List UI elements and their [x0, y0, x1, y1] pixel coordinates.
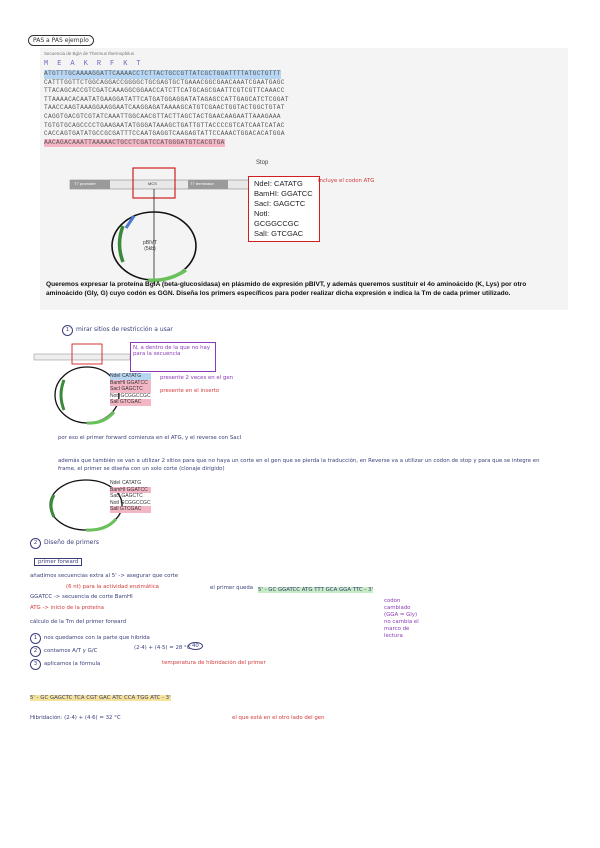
t7-promoter-label: T7 promoter [74, 181, 96, 186]
enzyme-handwritten-note: incluye el codon ATG [318, 178, 375, 184]
primer-forward-text: 5' - GC GGATCC ATG TTT GCA GGA TTC - 3' [258, 587, 373, 593]
panel-header: Secuencia de BglA de Thermus thermophilus [44, 51, 134, 56]
vector-diagram [68, 166, 258, 294]
enzyme-note: SacI GAGCTC [110, 386, 151, 393]
stop-label: Stop [256, 160, 269, 166]
tm-note: temperatura de hibridación del primer [162, 660, 266, 666]
seq-line-7: TGTGTGCAGCCCCTGAAGAATATGGGATAAAGCTGATTGTTACCCCGTCATCAATCATAC [44, 121, 285, 129]
fwd-line-2: (6 nt) para la actividad enzimática [66, 584, 159, 590]
resistance-gene-arc [120, 226, 124, 262]
aa-3: A [70, 60, 84, 68]
restriction-enzyme-box [248, 176, 320, 242]
primer-reverse-text: 5' - GC GAGCTC TCA CGT GAC ATC CCA TGG ATC - 3' [30, 695, 171, 701]
enzyme-name: SacI: [254, 199, 272, 208]
exercise-question: Queremos expresar la proteína BglA (beta-glucosidasa) en plásmido de expresión pBIVT, y además queremos sustituir el 4o aminoácido (K, Lys) por otro aminoácido (Gly, G) cuyo codón es GGN. Diseña los primers específicos para poder realizar dicha expresión e indica la Tm de cada primer utilizado. [46, 281, 527, 297]
enzyme-row [254, 179, 314, 189]
enzyme-note: BamHI GGATCC [110, 487, 151, 494]
tm-formula: (2·4) + (4·5) = 28 °C [134, 645, 191, 651]
enzyme-note: SalI GTCGAC [110, 399, 151, 406]
enzyme-name: NdeI: [254, 179, 272, 188]
enzyme-note: NdeI CATATG [110, 373, 151, 380]
section-1-title-text: mirar sitios de restricción a usar [76, 326, 173, 333]
aa-6: F [110, 60, 124, 68]
page-title: PAS a PAS ejemplo [28, 35, 94, 46]
section1-line-2: además que también se van a utilizar 2 sitios para que no haya un corte en el gen que se pierda la traducción, en Reverse va a utilizar un codon de stop y para que se integre en frame, el primer se diseña con un solo corte (clonaje dirigido) [58, 458, 540, 472]
fwd-line-3: GGATCC -> secuencia de corte BamHI [30, 594, 133, 600]
enzyme-site: CATATG [274, 179, 303, 188]
enzyme-site: GAGCTC [273, 199, 306, 208]
enzyme-note: SacI GAGCTC [110, 493, 143, 499]
enzyme-note: NotI GCGGCCGC [110, 392, 151, 399]
aa-1: M [44, 60, 58, 68]
section-2-title [30, 538, 99, 549]
fwd-line-4: ATG -> inicio de la proteína [30, 605, 104, 611]
enzyme-name: BamHI: [254, 189, 280, 198]
enzyme-name: NotI: [254, 209, 270, 218]
reverse-note: el que está en el otro lado del gen [232, 715, 325, 721]
exercise-panel [40, 48, 568, 310]
primer-reverse-sequence [30, 695, 171, 701]
enzyme-row [254, 199, 314, 209]
enzyme-row [254, 209, 314, 229]
seq-line-9: AACAGACAAATTAAAAACTGCCTCGATCCATGGGATGTCACGTGA [44, 138, 225, 146]
aa-4: K [83, 60, 97, 68]
tm-step-3: 3 aplicamos la fórmula [30, 659, 100, 670]
enzyme-note: SalI GTCGAC [110, 506, 151, 513]
tm-title: cálculo de la Tm del primer forward [30, 619, 127, 625]
enzyme-note: BamHI GGATCC [110, 380, 151, 387]
seq-line-1: ATGTTTGCAAAAGGATTCAAAACCTCTTACTGCCGTTATCGCTGGATTTTATGCTGTTT [44, 70, 281, 77]
section-1-number: 1 [62, 325, 73, 336]
seq-line-3: TTACAGCACCGTCGATCAAAGGCGGAACCATCTTCATGCAGCGAATTCGTCGTTCAAACC [44, 87, 285, 95]
aa-8: T [136, 60, 150, 68]
enzyme-site: GGATCC [281, 189, 313, 198]
enzyme-site: GTCGAC [271, 229, 304, 238]
seq-line-2: CATTTGGTTCTGGCAGGACCGGGGCTGCGAGTGCTGAAACGGCGAACAAATCGAATGAGC [44, 78, 285, 86]
tm-result: 40 [188, 642, 203, 650]
enzyme-note: NotI GCGGCCGC [110, 499, 151, 506]
primer-label: el primer queda [210, 585, 254, 591]
aa-2: E [57, 60, 71, 68]
side-note-1: presente 2 veces en el gen [160, 375, 234, 381]
section1-note-box [130, 342, 216, 372]
seq-line-6: CAGGTGACGTCGTATCAAATTGGCAACGTTACTTAGCTACTGAACAAGAATTAAAGAAA [44, 112, 281, 120]
tm-step-2: 2 contamos A/T y G/C [30, 646, 97, 657]
section1-enzyme-list-2 [110, 480, 151, 513]
plasmid-label [143, 240, 157, 252]
plasmid-name: pBIVT [143, 240, 157, 246]
section1-line-1: por eso el primer forward comienza en el ATG, y el reverse con SacI [58, 435, 242, 441]
mcs-label: MCS [148, 181, 157, 186]
section1-note-text: N, a dentro de la que no hay para la secuencia [133, 345, 211, 357]
fwd-line-1: añadimos secuencias extra al 5' -> asegurar que corte [30, 573, 179, 579]
section-1-title [62, 325, 173, 336]
primer-forward-heading: primer forward [34, 558, 82, 566]
aa-7: K [123, 60, 137, 68]
amino-acid-row [44, 60, 150, 68]
tm-step-1: 1 nos quedamos con la parte que hibrida [30, 633, 150, 644]
primer-forward-sequence [258, 587, 373, 593]
aa-5: R [96, 60, 111, 68]
enzyme-row [254, 189, 314, 199]
reverse-tm: Hibridación: (2·4) + (4·6) = 32 °C [30, 715, 121, 721]
primer-codon-note: codon cambiado (GGA = Gly) no cambia el marco de lectura [384, 598, 419, 639]
section-2-title-text: Diseño de primers [44, 539, 99, 546]
side-note-2: presente en el inserto [160, 388, 220, 394]
seq-line-5: TAACCAAGTAAAGGAAGGAATCAAGGAGATAAAAGCATGTCGAACTGGTACTGGCTGTAT [44, 104, 285, 112]
enzyme-row [254, 229, 314, 239]
enzyme-site: GCGGCCGC [254, 219, 299, 228]
plasmid-size: (5kb) [144, 246, 156, 252]
section-2-number: 2 [30, 538, 41, 549]
enzyme-name: SalI: [254, 229, 270, 238]
seq-line-4: TTAAAACACAATATGAAGGATATTCATGATGGAGGATATAGAGCCATTGAGCATCTCGGAT [44, 95, 289, 103]
dna-sequence [44, 70, 289, 147]
section1-enzyme-list [110, 373, 151, 406]
enzyme-note: NdeI CATATG [110, 480, 142, 486]
t7-terminator-label: T7 terminator [190, 181, 214, 186]
seq-line-8: CACCAGTGATATGCCGCGATTTCCAATGAGGTCAAGAGTATTCCAAACTGGACACATGGA [44, 130, 285, 138]
